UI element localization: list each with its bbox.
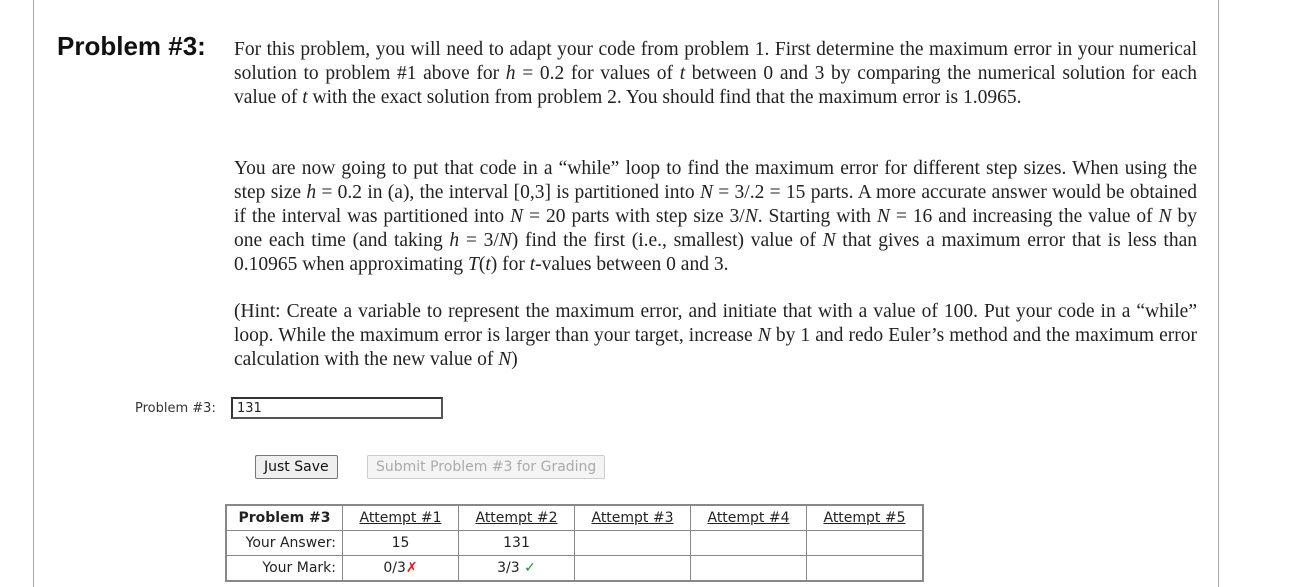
attempts-table-title: Problem #3 (226, 505, 343, 531)
attempt-2-score: 3/3 (497, 560, 520, 576)
your-answer-row (226, 531, 923, 556)
attempt-2-answer: 131 (459, 531, 575, 556)
answer-input[interactable] (231, 397, 443, 419)
attempt-2-mark (459, 556, 575, 582)
attempt-4-mark (691, 556, 807, 582)
problem-paragraph-2: You are now going to put that code in a “while” loop to find the maximum error for different step sizes. When using the step size h = 0.2 in (a), the interval [0,3] is partitioned into N = 3/.2 = 15 parts. A more accurate answer would be obtained if the interval was partitioned into N = 20 parts with step size 3/N. Starting with N = 16 and increasing the value of N by one each time (and taking h = 3/N) find the first (i.e., smallest) value of N that gives a maximum error that is less than 0.10965 when approximating T(t) for t-values between 0 and 3. (234, 158, 1198, 275)
problem-paragraph-hint: (Hint: Create a variable to represent the maximum error, and initiate that with a value of 100. Put your code in a “while” loop. While the maximum error is larger than your target, increase N by 1 and redo Euler’s method and the maximum error calculation with the new value of N) (234, 301, 1197, 370)
incorrect-x-icon: ✗ (405, 560, 418, 576)
attempt-1-answer: 15 (343, 531, 459, 556)
content-frame-left-border (33, 0, 34, 587)
attempt-4-link[interactable]: Attempt #4 (707, 510, 790, 526)
attempt-4-answer (691, 531, 807, 556)
just-save-button[interactable]: Just Save (255, 455, 338, 479)
content-frame-right-border (1218, 0, 1219, 587)
attempt-3-link[interactable]: Attempt #3 (591, 510, 674, 526)
attempt-1-mark (343, 556, 459, 582)
attempts-header-row (226, 505, 923, 531)
submit-for-grading-button[interactable]: Submit Problem #3 for Grading (367, 455, 605, 479)
your-mark-label: Your Mark: (226, 556, 343, 582)
your-mark-row (226, 556, 923, 582)
correct-check-icon: ✓ (524, 560, 536, 576)
problem-paragraph-1: For this problem, you will need to adapt your code from problem 1. First determine the maximum error in your numerical solution to problem #1 above for h = 0.2 for values of t between 0 and 3 by comparing the numerical solution for each value of t with the exact solution from problem 2. You should find that the maximum error is 1.0965. (234, 39, 1197, 108)
attempt-5-mark (807, 556, 924, 582)
answer-label: Problem #3: (135, 401, 216, 416)
attempt-3-mark (575, 556, 691, 582)
attempt-3-answer (575, 531, 691, 556)
problem-heading: Problem #3: (57, 31, 206, 61)
attempts-table (225, 504, 924, 582)
attempt-5-answer (807, 531, 924, 556)
attempt-1-score: 0/3 (383, 560, 406, 576)
your-answer-label: Your Answer: (226, 531, 343, 556)
attempt-2-link[interactable]: Attempt #2 (475, 510, 558, 526)
attempt-1-link[interactable]: Attempt #1 (359, 510, 442, 526)
attempt-5-link[interactable]: Attempt #5 (823, 510, 906, 526)
